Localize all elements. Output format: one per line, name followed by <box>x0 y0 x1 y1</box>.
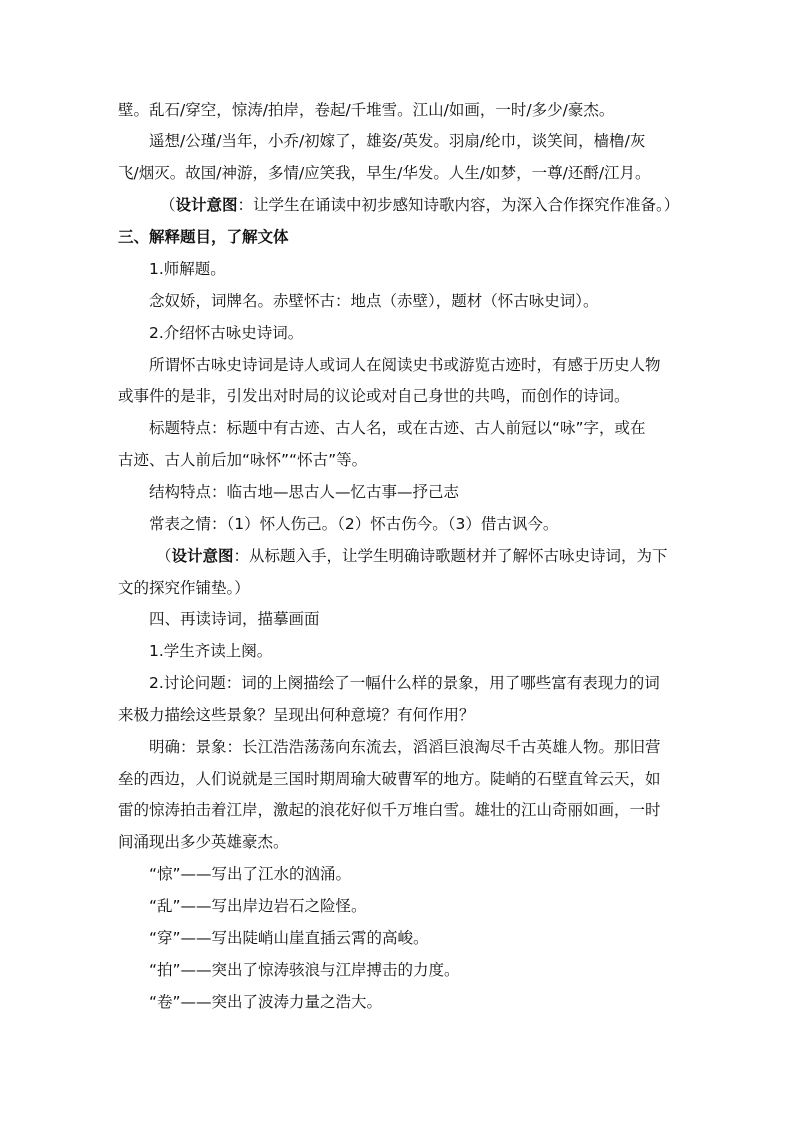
design-intent-text: ：从标题入手，让学生明确诗歌题材并了解怀古咏史诗词，为下 <box>233 547 668 565</box>
design-intent-label: 设计意图 <box>175 196 238 214</box>
paragraph-line: 常表之情：（1）怀人伤己。（2）怀古伤今。（3）借古讽今。 <box>149 515 559 533</box>
poem-line-2: 遥想/公瑾/当年，小乔/初嫁了，雄姿/英发。羽扇/纶巾，谈笑间，樯橹/灰 <box>149 132 646 150</box>
paren-open: （ <box>160 196 176 214</box>
section-heading-3: 三、解释题目，了解文体 <box>118 228 289 246</box>
paragraph-line: 标题特点：标题中有古迹、古人名，或在古迹、古人前冠以“咏”字，或在 <box>149 419 646 437</box>
poem-line-1: 壁。乱石/穿空，惊涛/拍岸，卷起/千堆雪。江山/如画，一时/多少/豪杰。 <box>118 101 615 119</box>
paragraph-line: 念奴娇，词牌名。赤壁怀古：地点（赤壁），题材（怀古咏史词）。 <box>149 292 599 310</box>
design-intent-label: 设计意图 <box>171 547 234 565</box>
paragraph-line: 结构特点：临古地—思古人—忆古事—抒己志 <box>149 483 460 501</box>
paragraph-line: 2.讨论问题：词的上阕描绘了一幅什么样的景象，用了哪些富有表现力的词 <box>149 674 660 692</box>
poem-line-3: 飞/烟灭。故国/神游，多情/应笑我，早生/华发。人生/如梦，一尊/还酹/江月。 <box>118 164 651 182</box>
word-analysis-line: “卷”——突出了波涛力量之浩大。 <box>149 993 383 1011</box>
paragraph-line: 文的探究作铺垫。） <box>118 579 250 597</box>
design-intent-text: ：让学生在诵读中初步感知诗歌内容，为深入合作探究作准备。） <box>237 196 680 214</box>
paren-open: （ <box>156 547 172 565</box>
paragraph-line: 雷的惊涛拍击着江岸，激起的浪花好似千万堆白雪。雄壮的江山奇丽如画，一时 <box>118 801 661 819</box>
paragraph-line: 2.介绍怀古咏史诗词。 <box>149 324 304 342</box>
paragraph-line: 或事件的是非，引发出对时局的议论或对自己身世的共鸣，而创作的诗词。 <box>118 387 630 405</box>
word-analysis-line: “拍”——突出了惊涛骇浪与江岸搏击的力度。 <box>149 961 460 979</box>
paragraph-line: 间涌现出多少英雄豪杰。 <box>118 833 289 851</box>
paragraph-line: 古迹、古人前后加“咏怀”“怀古”等。 <box>118 451 368 469</box>
design-intent-1 <box>160 195 679 215</box>
paragraph-line: 1.学生齐读上阕。 <box>149 642 273 660</box>
word-analysis-line: “穿”——写出陡峭山崖直插云霄的高峻。 <box>149 929 429 947</box>
word-analysis-line: “惊”——写出了江水的汹涌。 <box>149 865 352 883</box>
word-analysis-line: “乱”——写出岸边岩石之险怪。 <box>149 897 367 915</box>
section-heading-4: 四、再读诗词，描摹画面 <box>149 610 320 628</box>
paragraph-line: 1.师解题。 <box>149 260 226 278</box>
paragraph-line: 来极力描绘这些景象？呈现出何种意境？有何作用？ <box>118 706 475 724</box>
paragraph-line: 明确：景象：长江浩浩荡荡向东流去，滔滔巨浪淘尽千古英雄人物。那旧营 <box>149 738 661 756</box>
design-intent-2 <box>156 546 668 566</box>
paragraph-line: 垒的西边，人们说就是三国时期周瑜大破曹军的地方。陡峭的石壁直耸云天，如 <box>118 770 661 788</box>
paragraph-line: 所谓怀古咏史诗词是诗人或词人在阅读史书或游览古迹时，有感于历史人物 <box>149 356 661 374</box>
